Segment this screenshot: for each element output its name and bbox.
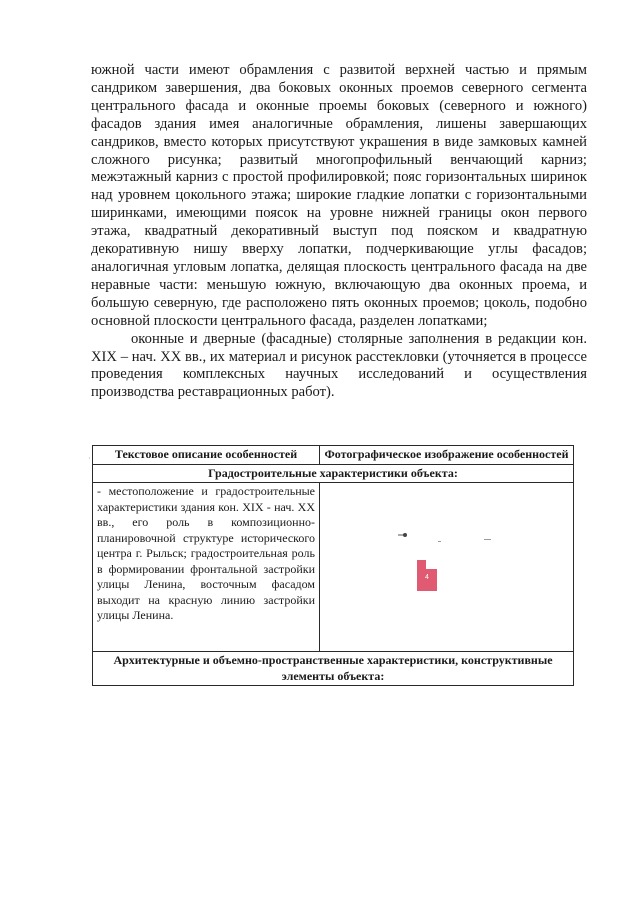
location-map xyxy=(320,483,573,651)
urban-description: - местоположение и градостроительные характеристики здания кон. XIX - нач. XX вв., его роль в композиционно-планировочной структуре исторического центра г. Рыльск; градостроительная роль в формировании фронтальной застройки улицы Ленина, восточным фасадом выходит на красную линию застройки улицы Ленина. xyxy=(93,483,320,652)
paragraph-1: южной части имеют обрамления с развитой верхней частью и прямым сандриком завершения, два боковых оконных проемов северного сегмента центрального фасада и оконные проемы боковых (северного и южного) фасадов здания имея аналогичные обрамления, лишены завершающих сандриков, вместо которых присутствуют украшения в виде замковых камней сложного рисунка; развитый многопрофильный венчающий карниз; межэтажный карниз с простой профилировкой; пояс горизонтальных ширинок над уровнем цокольного этажа; широкие гладкие лопатки с горизонтальными ширинками, имеющими поясок на уровне нижней границы окон первого этажа, квадратный декоративный выступ под пояском и квадратную декоративную нишу вверху лопатки, подчеркивающие углы фасадов; аналогичная угловым лопатка, делящая плоскость центрального фасада на две неравные части: меньшую южную, включающую два оконных проема, и большую северную, где расположено пять оконных проемов; цоколь, подобно основной плоскости центрального фасада, разделен лопатками; xyxy=(91,62,587,329)
header-text-description: Текстовое описание особенностей xyxy=(93,446,320,465)
margin-mark: · xyxy=(88,454,91,463)
content-row-urban xyxy=(93,483,574,652)
section-title-architecture: Архитектурные и объемно-пространственные характеристики, конструктивные элементы объекта: xyxy=(93,652,574,686)
map-speck xyxy=(438,541,441,542)
paragraph-2: оконные и дверные (фасадные) столярные заполнения в редакции кон. XIX – нач. XX вв., их материал и рисунок расстекловки (уточняется в процессе проведения комплексных научных исследований и осуществления производства реставрационных работ). xyxy=(91,330,587,401)
table-header-row xyxy=(93,446,574,465)
building-marker xyxy=(417,560,437,591)
header-photo: Фотографическое изображение особенностей xyxy=(320,446,574,465)
body-text xyxy=(91,62,587,402)
section-title-urban: Градостроительные характеристики объекта: xyxy=(93,464,574,483)
north-arrow-icon xyxy=(398,532,408,538)
photo-cell-map xyxy=(320,483,574,652)
features-table xyxy=(92,445,574,686)
section-row-urban xyxy=(93,464,574,483)
building-number: 4 xyxy=(425,574,429,581)
map-speck xyxy=(484,539,491,540)
section-row-architecture xyxy=(93,652,574,686)
